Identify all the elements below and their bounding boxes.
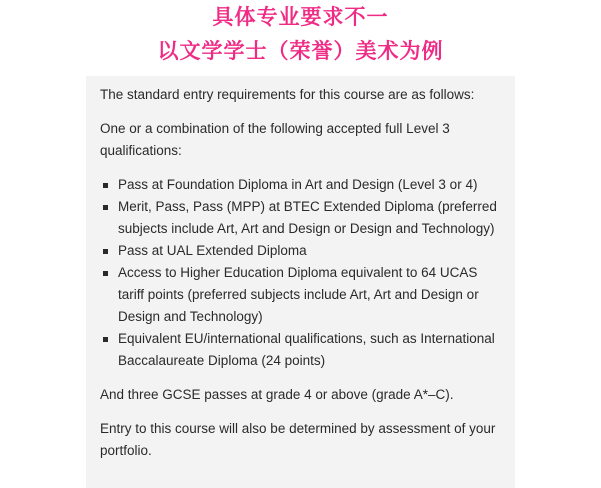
list-item-text: Merit, Pass, Pass (MPP) at BTEC Extended Diploma (preferred subjects include Art, Art and Design or Design and Technology): [118, 199, 497, 236]
bullet-icon: [103, 271, 108, 276]
gcse-requirement: And three GCSE passes at grade 4 or above (grade A*–C).: [100, 387, 454, 402]
list-item-text: Pass at UAL Extended Diploma: [118, 243, 307, 258]
entry-requirements-text: [100, 84, 505, 474]
requirements-list: [100, 174, 505, 372]
list-item-text: Access to Higher Education Diploma equivalent to 64 UCAS tariff points (preferred subjects include Art, Art and Design or Design and Technology): [118, 265, 479, 324]
list-item: [100, 240, 505, 262]
qualifications-intro: One or a combination of the following accepted full Level 3 qualifications:: [100, 121, 450, 158]
headline-line-1: 具体专业要求不一: [212, 5, 389, 29]
headline-line-2: 以文学学士（荣誉）美术为例: [157, 39, 444, 63]
list-item: [100, 196, 505, 240]
list-item: [100, 174, 505, 196]
portfolio-requirement: Entry to this course will also be determined by assessment of your portfolio.: [100, 421, 496, 458]
list-item: [100, 262, 505, 328]
list-item: [100, 328, 505, 372]
bullet-icon: [103, 205, 108, 210]
bullet-icon: [103, 337, 108, 342]
bullet-icon: [103, 249, 108, 254]
list-item-text: Equivalent EU/international qualifications, such as International Baccalaureate Diploma (24 points): [118, 331, 495, 368]
bullet-icon: [103, 183, 108, 188]
list-item-text: Pass at Foundation Diploma in Art and Design (Level 3 or 4): [118, 177, 478, 192]
entry-requirements-panel: [86, 76, 515, 488]
intro-text: The standard entry requirements for this course are as follows:: [100, 87, 475, 102]
